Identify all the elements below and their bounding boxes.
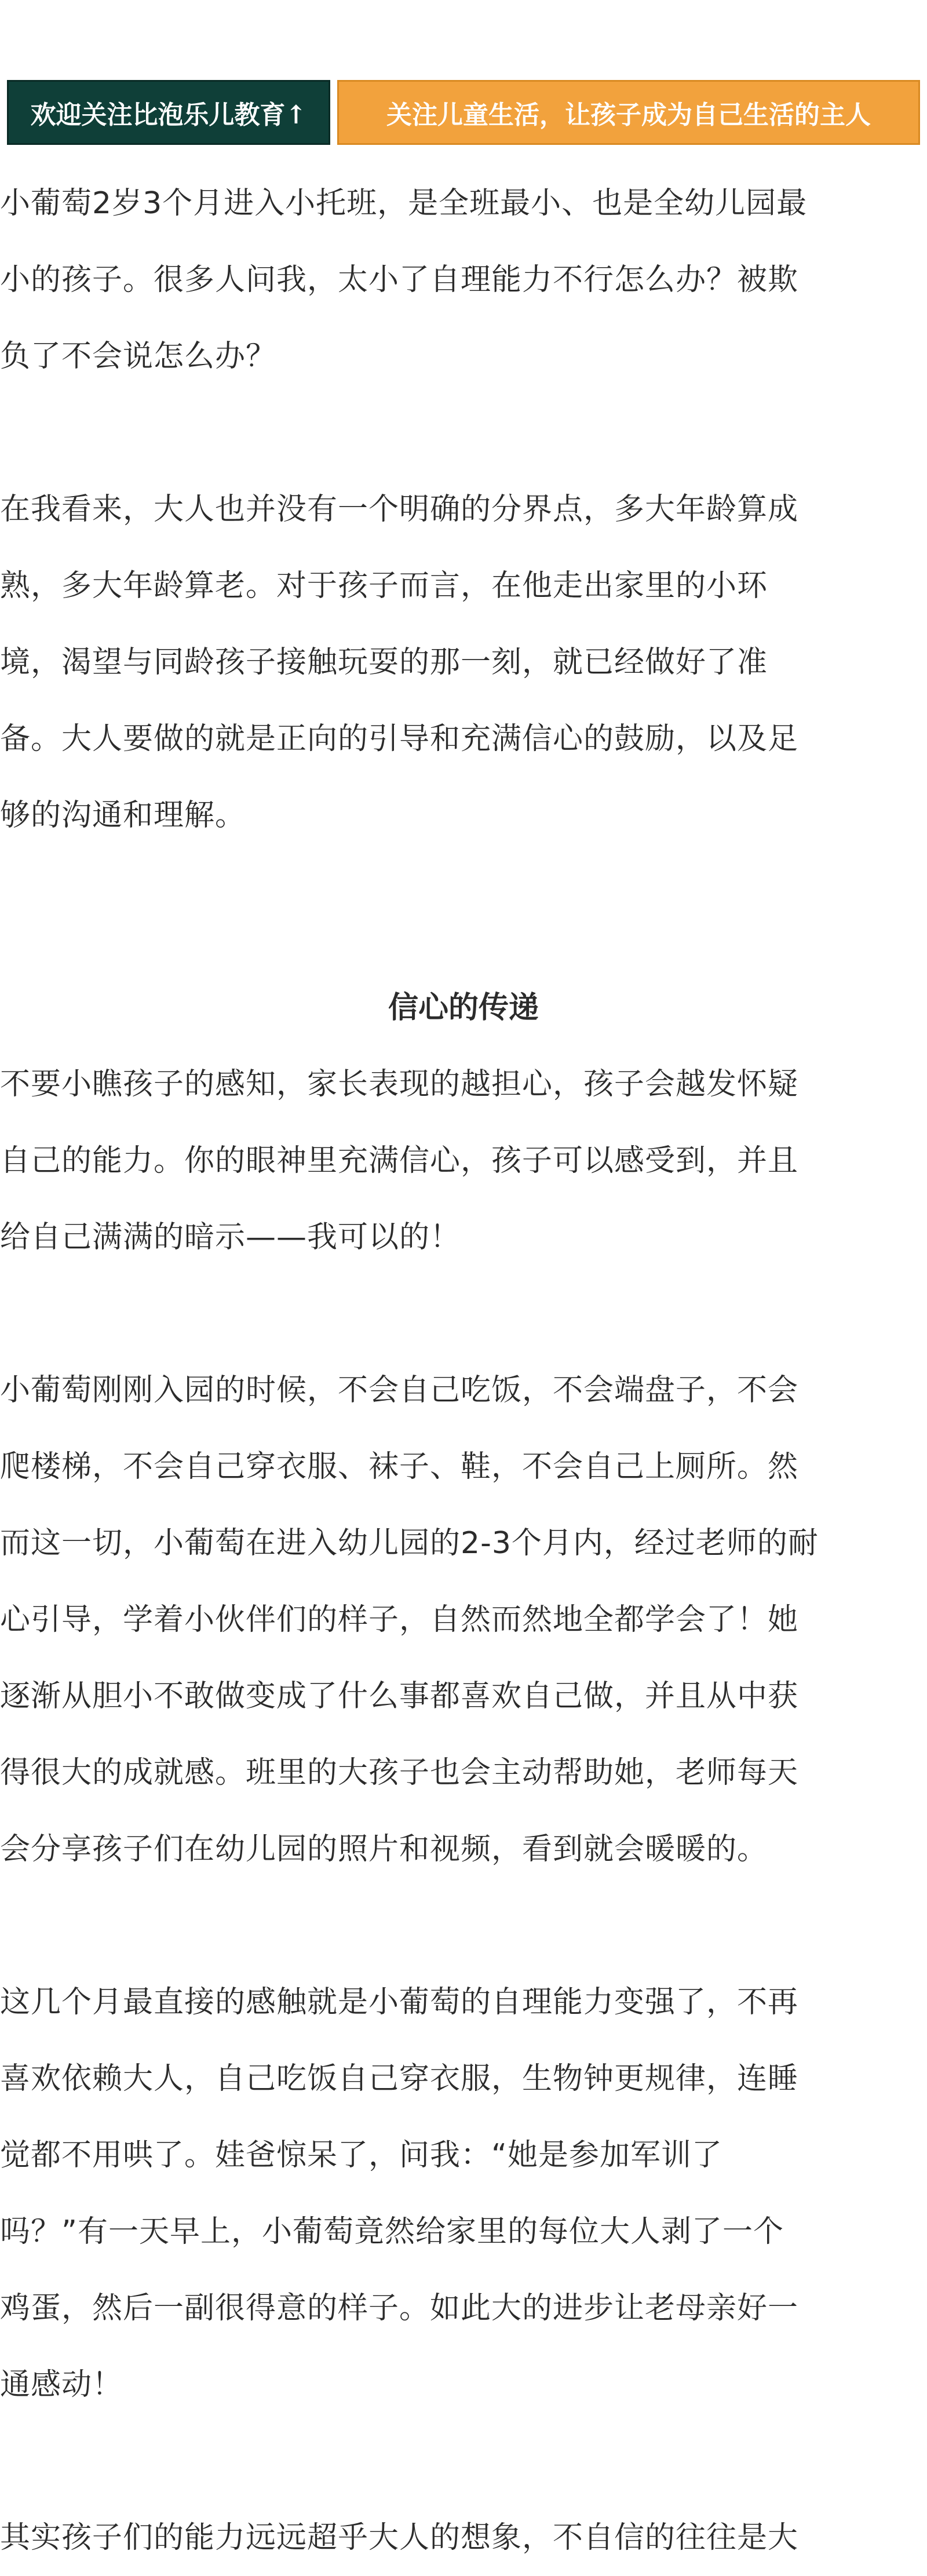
paragraph-line: 备。大人要做的就是正向的引导和充满信心的鼓励，以及足 [0, 722, 799, 756]
paragraph-line: 境，渴望与同龄孩子接触玩耍的那一刻，就已经做好了准 [0, 645, 768, 680]
spacer [0, 1888, 927, 1964]
slogan-banner-right [337, 80, 920, 145]
paragraph-kindergarten [0, 1352, 927, 1888]
paragraph-line: 吗？”有一天早上，小葡萄竟然给家里的每位大人剥了一个 [0, 2214, 784, 2249]
paragraph-line: 这几个月最直接的感触就是小葡萄的自理能力变强了，不再 [0, 1985, 799, 2020]
paragraph-line: 不要小瞧孩子的感知，家长表现的越担心，孩子会越发怀疑 [0, 1067, 799, 1102]
paragraph-line: 自己的能力。你的眼神里充满信心，孩子可以感受到，并且 [0, 1143, 799, 1178]
article-body [0, 165, 927, 2576]
paragraph-line: 得很大的成就感。班里的大孩子也会主动帮助她，老师每天 [0, 1755, 799, 1790]
paragraph-line: 会分享孩子们在幼儿园的照片和视频，看到就会暖暖的。 [0, 1832, 768, 1867]
paragraph-line: 觉都不用哄了。娃爸惊呆了，问我：“她是参加军训了 [0, 2138, 722, 2173]
paragraph-line: 小葡萄刚刚入园的时候，不会自己吃饭，不会端盘子，不会 [0, 1373, 799, 1408]
paragraph-line: 爬楼梯，不会自己穿衣服、袜子、鞋，不会自己上厕所。然 [0, 1449, 799, 1484]
paragraph-line: 负了不会说怎么办？ [0, 339, 277, 374]
paragraph-line: 鸡蛋，然后一副很得意的样子。如此大的进步让老母亲好一 [0, 2291, 799, 2326]
spacer [0, 2423, 927, 2500]
paragraph-line: 喜欢依赖大人，自己吃饭自己穿衣服，生物钟更规律，连睡 [0, 2061, 799, 2096]
slogan-text: 关注儿童生活，让孩子成为自己生活的主人 [386, 100, 871, 130]
header-banner [7, 80, 920, 145]
paragraph-line: 熟，多大年龄算老。对于孩子而言，在他走出家里的小环 [0, 569, 768, 603]
paragraph-line: 小葡萄2岁3个月进入小托班，是全班最小、也是全幼儿园最 [0, 186, 808, 221]
paragraph-intro [0, 165, 927, 395]
paragraph-opinion [0, 471, 927, 854]
paragraph-line: 在我看来，大人也并没有一个明确的分界点，多大年龄算成 [0, 492, 799, 527]
paragraph-line: 其实孩子们的能力远远超乎大人的想象，不自信的往往是大 [0, 2520, 799, 2555]
paragraph-line: 小的孩子。很多人问我，太小了自理能力不行怎么办？被欺 [0, 263, 799, 297]
paragraph-confidence [0, 1046, 927, 1276]
follow-banner-left[interactable] [7, 80, 330, 145]
paragraph-line: 够的沟通和理解。 [0, 798, 246, 833]
paragraph-line: 而这一切，小葡萄在进入幼儿园的2-3个月内，经过老师的耐 [0, 1526, 819, 1561]
paragraph-line: 给自己满满的暗示——我可以的！ [0, 1220, 461, 1255]
section-title: 信心的传递 [388, 990, 539, 1025]
paragraph-line: 通感动！ [0, 2367, 123, 2402]
spacer [0, 854, 927, 970]
paragraph-progress [0, 1964, 927, 2423]
spacer [0, 395, 927, 471]
paragraph-line: 逐渐从胆小不敢做变成了什么事都喜欢自己做，并且从中获 [0, 1679, 799, 1714]
paragraph-line: 心引导，学着小伙伴们的样子，自然而然地全都学会了！她 [0, 1602, 799, 1637]
spacer [0, 1276, 927, 1352]
paragraph-conclusion [0, 2500, 927, 2576]
follow-prompt-text: 欢迎关注比泡乐儿教育↑ [30, 100, 307, 130]
